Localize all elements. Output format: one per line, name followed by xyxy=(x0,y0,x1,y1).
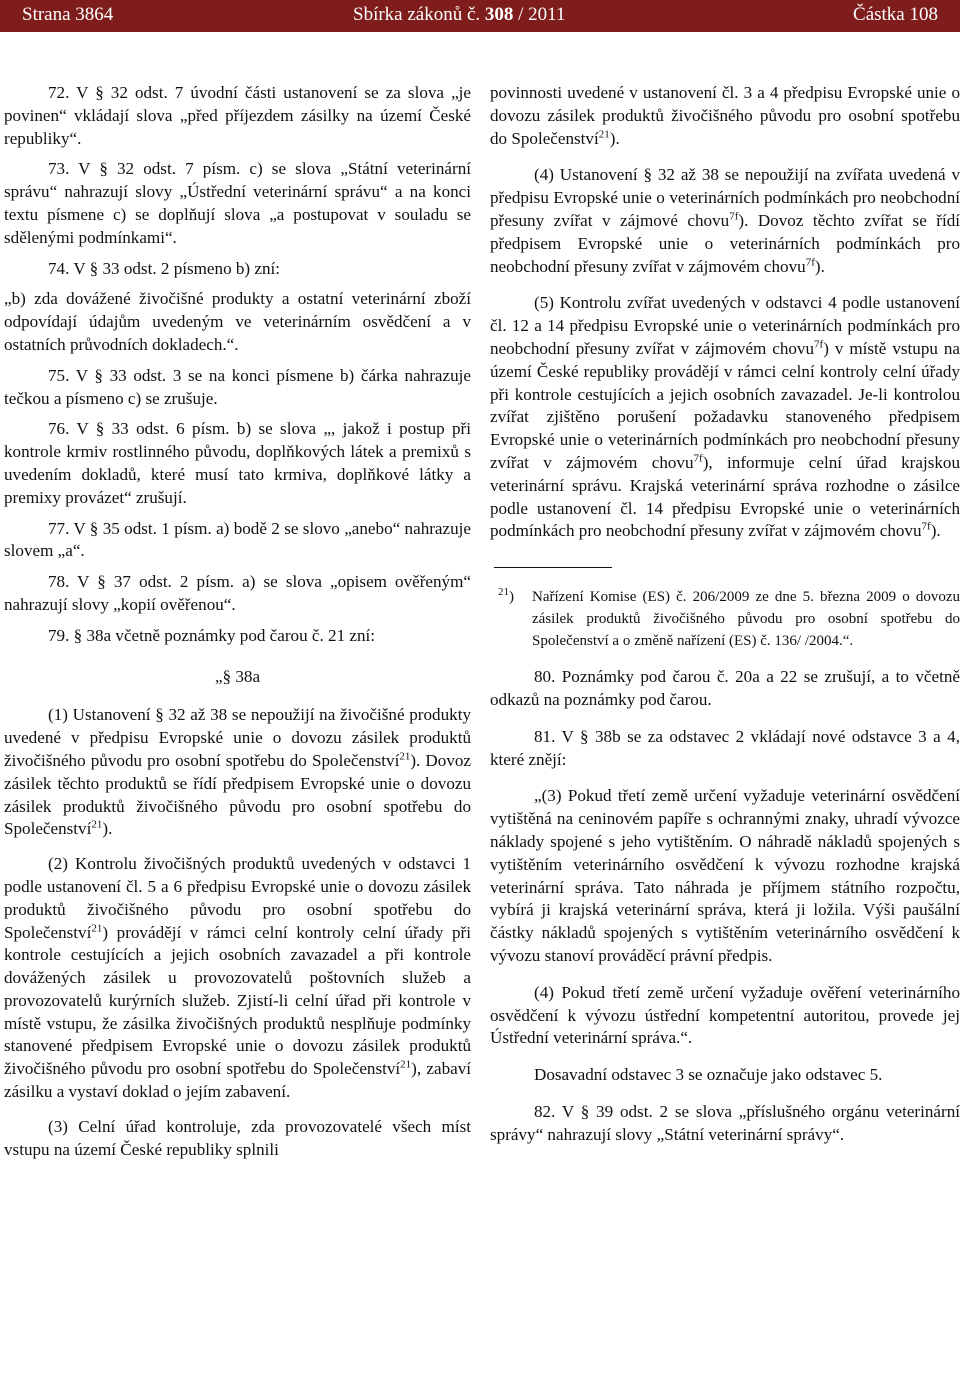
paragraph: 79. § 38a včetně poznámky pod čarou č. 21 zní: xyxy=(48,625,376,645)
paragraph: 78. V § 37 odst. 2 písm. a) se slova „opisem ověřeným“ nahrazují slovy „kopií ověřenou“. xyxy=(4,572,471,614)
footnote-ref: 21 xyxy=(91,921,103,934)
paragraph: 74. V § 33 odst. 2 písmeno b) zní: xyxy=(48,258,281,278)
issue-number: Částka 108 xyxy=(853,4,938,25)
paragraph: 82. V § 39 odst. 2 se slova „příslušného orgánu veterinární správy“ nahrazují slovy „Státní veterinární správy“. xyxy=(490,1101,960,1144)
law-number: 308 xyxy=(484,4,514,25)
paragraph: 80. Poznámky pod čarou č. 20a a 22 se zrušují, a to včetně odkazů na poznámky pod čarou. xyxy=(490,667,960,709)
paragraph: (4) Ustanovení § 32 až 38 se nepoužijí na zvířata uvedená v předpisu Evropské unie o veterinárních podmínkách pro neobchodní přesuny zvířat v zájmové chovu$^{7f}$). Dovoz těchto zvířat se řídí předpisem Evropské unie o veterinárních podmínkách pro neobchodní přesuny zvířat v zájmovém chovu$^{7f}$). xyxy=(490,165,960,276)
paragraph: povinnosti uvedené v ustanovení čl. 3 a 4 předpisu Evropské unie o dovozu zásilek produktů živočišného původu pro osobní spotřebu do Společenství$^{21}$). xyxy=(490,83,960,148)
footnote-ref: 7f xyxy=(693,452,703,465)
footnote-ref: 21 xyxy=(399,750,411,763)
paragraph: „(3) Pokud třetí země určení vyžaduje veterinární osvědčení vytištěná na ceninovém papíře s ochrannými znaky, uhradí vývozce náklady spojené s jeho vytištěním. O náhradě nákladů spojených s vytištěním veterinárního osvědčení k vývozu rozhodne krajská veterinární správa. Tato náhrada je příjmem státního rozpočtu, vybírá ji krajská veterinární správa, která ji ložila. Výši paušální částky nákladů spojených s vytištěním veterinárního osvědčení k vývozu stanoví prováděcí právní předpis. xyxy=(490,786,960,965)
footnote-marker: $^{21}$) xyxy=(498,586,514,606)
footnote-ref: 21 xyxy=(598,127,610,140)
paragraph: Dosavadní odstavec 3 se označuje jako odstavec 5. xyxy=(534,1065,883,1085)
footnote-ref: 7f xyxy=(814,338,824,351)
paragraph: „b) zda dovážené živočišné produkty a ostatní veterinární zboží odpovídají údajům uvedeným ve veterinárním osvědčení a v ostatních průvodních dokladech.“. xyxy=(4,289,471,354)
footnote-rule xyxy=(494,567,612,568)
page-header xyxy=(0,0,960,32)
footnote-ref: 21 xyxy=(400,1058,412,1071)
paragraph: 72. V § 32 odst. 7 úvodní části ustanovení se za slova „je povinen“ vkládají slova „před příjezdem zásilky na území České republiky“. xyxy=(4,83,471,148)
paragraph: (2) Kontrolu živočišných produktů uvedených v odstavci 1 podle ustanovení čl. 5 a 6 předpisu Evropské unie o dovozu zásilek produktů živočišného původu pro osobní spotřebu do Společenství$^{21}$) provádějí v rámci celní kontroly celní úřady při kontrole cestujících a jejich osobních zavazadel a při kontrole dovážených zásilek u provozovatelů poštovních služeb a provozovatelů kurýrních služeb. Zjistí-li celní úřad při kontrole v místě vstupu, že zásilka živočišných produktů nesplňuje podmínky stanovené předpisem Evropské unie o dovozu zásilek produktů živočišného původu pro osobní spotřebu do Společenství$^{21}$), zabaví zásilku a vystaví doklad o jejím zabavení. xyxy=(4,854,472,1102)
paragraph: 73. V § 32 odst. 7 písm. c) se slova „Státní veterinární správu“ nahrazují slovy „Ústřední veterinární správu“ a na konci textu písmene c) se doplňují slova „a postupovat v souladu se sdělenými podmínkami“. xyxy=(4,159,471,247)
paragraph: 76. V § 33 odst. 6 písm. b) se slova „, jakož i postup při kontrole krmiv rostlinného původu, doplňkových látek a premixů s uvedením dokladů, které musí tato krmiva, doplňkové látky a premixy provázet“ zrušují. xyxy=(4,419,471,507)
footnote-ref: 7f xyxy=(921,520,931,533)
paragraph: (5) Kontrolu zvířat uvedených v odstavci 4 podle ustanovení čl. 12 a 14 předpisu Evropské unie o veterinárních podmínkách pro neobchodní přesuny zvířat v zájmovém chovu$^{7f}$) v místě vstupu na území České republiky provádějí v rámci celní kontroly celní úřady při kontrole cestujících a jejich osobních zavazadel. Je-li kontrolou zvířat zjištěno porušení požadavku stanoveného předpisem Evropské unie o veterinárních podmínkách pro neobchodní přesuny zvířat v zájmovém chovu$^{7f}$), informuje celní úřad krajskou veterinární správu. Krajská veterinární správa rozhodne o zásilce podle ustanovení čl. 14 předpisu Evropské unie o veterinárních podmínkách pro neobchodní přesuny zvířat v zájmovém chovu$^{7f}$). xyxy=(490,293,960,541)
paragraph: 81. V § 38b se za odstavec 2 vkládají nové odstavce 3 a 4, které znějí: xyxy=(490,726,960,769)
paragraph: (1) Ustanovení § 32 až 38 se nepoužijí na živočišné produkty uvedené v předpisu Evropské unie o dovozu zásilek produktů živočišného původu pro osobní spotřebu do Společenství$^{21}$). Dovoz zásilek těchto produktů se řídí předpisem Evropské unie o dovozu zásilek produktů živočišného původu pro osobní spotřebu do Společenství$^{21}$). xyxy=(4,705,471,839)
right-column xyxy=(490,82,960,1146)
paragraph: (4) Pokud třetí země určení vyžaduje ověření veterinárního osvědčení k vývozu ústřední kompetentní autoritou, provede jej Ústřední veterinární správa.“. xyxy=(490,982,960,1048)
section-heading: „§ 38a xyxy=(214,666,261,686)
collection-year: / 2011 xyxy=(518,4,566,25)
page-number: Strana 3864 xyxy=(22,4,114,25)
footnote: $^{21}$) Nařízení Komise (ES) č. 206/2009 ze dne 5. března 2009 o dovozu zásilek produktů živočišného původu pro osobní spotřebu do Společenství a o změně nařízení (ES) č. 136/ /2004.“. xyxy=(498,586,960,650)
collection-title xyxy=(353,4,565,26)
footnote-ref: 21 xyxy=(91,818,103,831)
paragraph: 75. V § 33 odst. 3 se na konci písmene b) čárka nahrazuje tečkou a písmeno c) se zrušuje. xyxy=(4,365,471,408)
footnote-ref: 7f xyxy=(729,210,739,223)
footnote-ref: 7f xyxy=(805,255,815,268)
left-column xyxy=(4,82,471,1161)
collection-prefix: Sbírka zákonů č. xyxy=(353,4,481,25)
paragraph: (3) Celní úřad kontroluje, zda provozovatelé všech míst vstupu na území České republiky splnili xyxy=(4,1116,471,1159)
paragraph: 77. V § 35 odst. 1 písm. a) bodě 2 se slovo „anebo“ nahrazuje slovem „a“. xyxy=(4,518,471,561)
